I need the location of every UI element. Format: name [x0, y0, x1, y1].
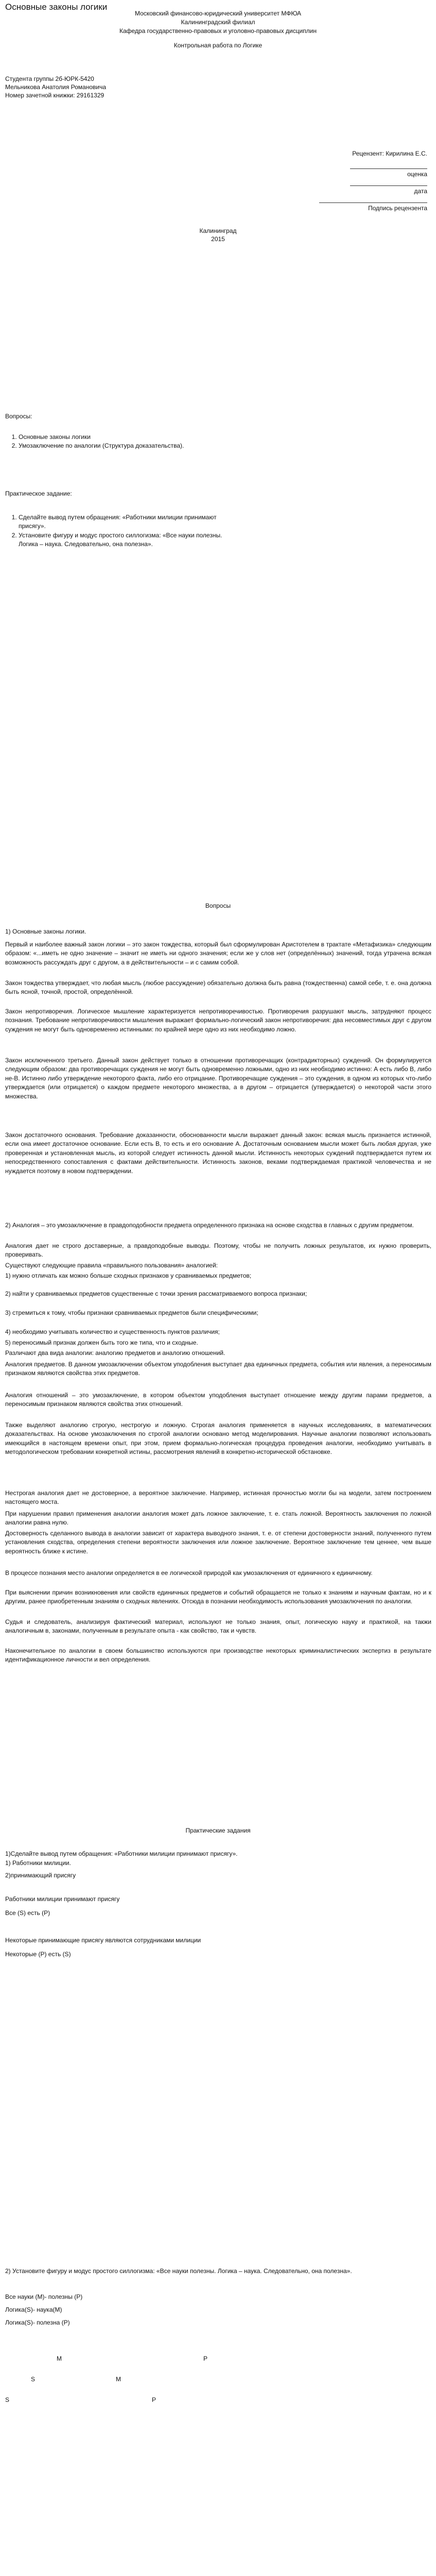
- grade-label: оценка: [407, 171, 427, 178]
- q2-paragraph: 3) стремиться к тому, чтобы признаки сравниваемых предметов были специфическими;: [5, 1309, 258, 1316]
- section-questions-heading: Вопросы: [205, 902, 231, 909]
- q2-heading: 2) Аналогия – это умозаключение в правдоподобности предмета определенного признака на основе сходства в главных с другим предметом.: [5, 1222, 414, 1229]
- record-book-number: Номер зачетной книжки: 29161329: [5, 92, 104, 99]
- document-title: Основные законы логики: [5, 2, 108, 12]
- p2-line: Все науки (М)- полезны (P): [5, 2293, 83, 2300]
- practical-title: Практическое задание:: [5, 490, 72, 497]
- student-name: Мельникова Анатолия Романовича: [5, 83, 107, 91]
- q2-paragraph: Наконечительное по аналогии в своем большинство используются при производстве некоторых криминалистических экспертиз в результате идентификационное личности и вел определения.: [5, 1647, 431, 1664]
- q2-paragraph: Аналогия предметов. В данном умозаключении объектом уподобления выступает два единичных предмета, события или явления, а переносимым признаком являются свойства этих предметов.: [5, 1361, 431, 1377]
- department-name: Кафедра государственно-правовых и уголовно-правовых дисциплин: [119, 27, 317, 35]
- q2-paragraph: Аналогия дает не строго доставерные, а правдоподобные выводы. Поэтому, чтобы не получить ложных результатов, их нужно проверить, проверивать.: [5, 1242, 431, 1259]
- p1-line: 2)принимающий присягу: [5, 1872, 76, 1879]
- schema-s-3: S: [5, 2396, 10, 2403]
- schema-p-3: P: [152, 2396, 156, 2403]
- q2-paragraph: Аналогия отношений – это умозаключение, в котором объектом уподобления выступает отношение между другим парами предметов, а переносимым признаком являются свойства этих отношений.: [5, 1392, 431, 1408]
- p2-line: Логика(S)- полезна (P): [5, 2319, 70, 2326]
- reviewer-label: Рецензент: Кирилина Е.С.: [352, 150, 427, 157]
- p2-line: Логика(S)- наука(М): [5, 2306, 62, 2313]
- p1-line: Некоторые (P) есть (S): [5, 1951, 71, 1958]
- p1-line: 1) Работники милиции.: [5, 1859, 71, 1867]
- p1-line: 1)Сделайте вывод путем обращения: «Работники милиции принимают присягу».: [5, 1850, 238, 1857]
- university-name: Московский финансово-юридический университет МФЮА: [134, 10, 302, 17]
- q2-paragraph: Существуют следующие правила «правильного пользования» аналогией:: [5, 1262, 218, 1269]
- q2-paragraph: Нестрогая аналогия дает не достоверное, а вероятное заключение. Например, истинная прочностью могли бы на модели, затем построением настоящего моста.: [5, 1489, 431, 1506]
- q2-paragraph: При выяснении причин возникновения или свойств единичных предметов и событий обращается не только к знаниям и научным фактам, но и к другим, ранее приобретенным знаниям о сходных явлениях. Отсюда в познании необходимость использования умозаключения по аналогии.: [5, 1589, 431, 1605]
- schema-p-1: P: [203, 2355, 208, 2362]
- q1-paragraph: Первый и наиболее важный закон логики – это закон тождества, который был сформулирован Аристотелем в трактате «Метафизика» следующим образом: «...иметь не одно значение – значит не иметь ни одного значения; если же у слов нет (определённых) значений, тогда утрачена всякая возможность рассуждать друг с другом, а в действительности – и с самим собой.: [5, 941, 431, 966]
- schema-m-2: M: [116, 2376, 121, 2383]
- student-group: Студента группы 2б-ЮРК-5420: [5, 75, 94, 82]
- questions-list: [5, 433, 427, 451]
- section-practical-heading: Практические задания: [185, 1827, 251, 1834]
- p1-line: Все (S) есть (P): [5, 1909, 50, 1917]
- q2-paragraph: 4) необходимо учитывать количество и существенность пунктов различия;: [5, 1328, 220, 1335]
- q2-paragraph: 5) переносимый признак должен быть того же типа, что и сходные.: [5, 1339, 198, 1346]
- p1-line: Некоторые принимающие присягу являются сотрудниками милиции: [5, 1937, 201, 1944]
- q2-paragraph: Судья и следователь, анализируя фактический материал, используют не только знания, опыт, логическую науку и практикой, на такжи аналогичным в, законами, полученным в результате опыта - как свойство, так и чувств.: [5, 1618, 431, 1635]
- q1-heading: 1) Основные законы логики.: [5, 928, 86, 935]
- q2-paragraph: 2) найти у сравниваемых предметов существенные с точки зрения рассматриваемого вопроса признаки;: [5, 1290, 307, 1297]
- signature-label: Подпись рецензента: [368, 205, 427, 212]
- q2-paragraph: В процессе познания место аналогии определяется в ее логической природой как умозаключения от единичного к единичному.: [5, 1569, 373, 1577]
- q1-paragraph: Закон исключенного третьего. Данный закон действует только в отношении противоречащих (контрадикторных) суждений. Он формулируется следующим образом: два противоречащих суждения не могут быть одновременно ложными, одно из них необходимо истинно: А есть либо В, либо не-В. Истинно либо утверждение некоторого факта, либо его отрицание. Противоречащие суждения – это суждения, в одном из которых что-либо утверждается (или отрицается) о каждом предмете некоторого множества, а в другом – отрицается (утверждается) о некоторой части этого множества.: [5, 1057, 431, 1100]
- p1-line: Работники милиции принимают присягу: [5, 1895, 120, 1903]
- date-line: [350, 185, 427, 186]
- questions-title: Вопросы:: [5, 413, 32, 420]
- schema-m-1: M: [57, 2355, 62, 2362]
- p2-line: 2) Установите фигуру и модус простого силлогизма: «Все науки полезны. Логика – наука. Следовательно, она полезна».: [5, 2267, 352, 2275]
- signature-line: [319, 202, 427, 203]
- grade-line: [350, 168, 427, 169]
- q2-paragraph: Достоверность сделанного вывода в аналогии зависит от характера выводного знания, т. е. от степени достоверности знаний, полученного путем установления сходства, определения степени вероятности заключения или ложное заключение. Вероятное заключение тем ценнее, чем выше вероятность ближе к истине.: [5, 1530, 431, 1555]
- q1-paragraph: Закон тождества утверждает, что любая мысль (любое рассуждение) обязательно должна быть равна (тождественна) самой себе, т. е. она должна быть ясной, точной, простой, определённой.: [5, 979, 431, 996]
- practical-list: [5, 513, 232, 549]
- q1-paragraph: Закон непротиворечия. Логическое мышление характеризуется непротиворечивостью. Противоречия разрушают мысль, затрудняют процесс познания. Требование непротиворечивости мышления выражает формально-логический закон непротиворечия: два несовместимых друг с другом суждения не могут быть одновременно истинными: по крайней мере одно из них необходимо ложно.: [5, 1008, 431, 1033]
- work-type: Контрольная работа по Логике: [173, 42, 263, 49]
- branch-name: Калининградский филиал: [181, 19, 255, 26]
- date-label: дата: [414, 188, 427, 195]
- practical-item: 2. Установите фигуру и модус простого силлогизма: «Все науки полезны. Логика – наука. Следовательно, она полезна».: [19, 531, 232, 549]
- question-item: 1. Основные законы логики: [19, 433, 427, 442]
- year: 2015: [211, 235, 225, 243]
- question-item: 2. Умозаключение по аналогии (Структура доказательства).: [19, 442, 427, 450]
- city: Калининград: [199, 227, 237, 234]
- q2-paragraph: Различают два вида аналогии: аналогию предметов и аналогию отношений.: [5, 1349, 225, 1357]
- q2-paragraph: При нарушении правил применения аналогии аналогия может дать ложное заключение, т. е. стать ложной. Вероятность заключения по ложной аналогии равна нулю.: [5, 1510, 431, 1527]
- q2-paragraph: 1) нужно отличать как можно больше сходных признаков у сравниваемых предметов;: [5, 1272, 252, 1279]
- q1-paragraph: Закон достаточного основания. Требование доказанности, обоснованности мысли выражает данный закон: всякая мысль признается истинной, если она имеет достаточное основание. Если есть В, то есть и его основание А. Достаточным основанием мысли может быть любая другая, уже проверенная и установленная мысль, из которой следует истинность данной мысли. Истинность некоторых суждений подтверждается путем их непосредственного сопоставления с фактами действительности. Истинность законов, веками подтверждаемая практикой человечества и не нуждается поэтому в новом подтверждении.: [5, 1131, 431, 1175]
- schema-s-2: S: [31, 2376, 36, 2383]
- practical-item: 1. Сделайте вывод путем обращения: «Работники милиции принимают присягу».: [19, 513, 232, 531]
- q2-paragraph: Также выделяют аналогию строгую, нестрогую и ложную. Строгая аналогия применяется в научных исследованиях, в математических доказательствах. На основе умозаключения по строгой аналогии основано метод моделирования. Научные аналогии позволяют использовать имеющийся в настоящем времени опыт, при этом, прием формально-логическая процедура проведения аналогии, необходимо учитывать в методологическом требовании конкретной истины, рассмотрения явлений в конкретно-исторической обстановке.: [5, 1421, 431, 1456]
